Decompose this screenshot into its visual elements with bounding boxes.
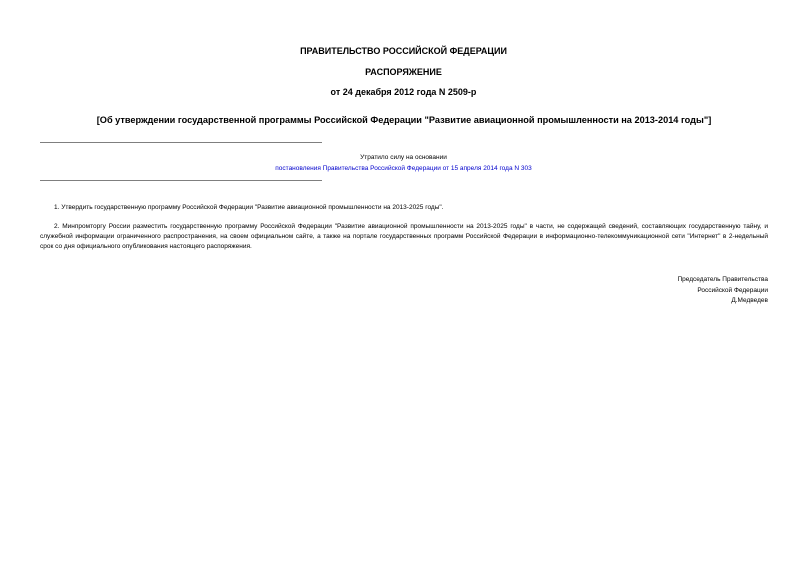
document-date-number: от 24 декабря 2012 года N 2509-р [330,87,477,97]
issuer-heading: ПРАВИТЕЛЬСТВО РОССИЙСКОЙ ФЕДЕРАЦИИ [300,46,507,56]
signatory-name: Д.Медведев [731,297,768,304]
signature-block [677,275,768,307]
body-paragraph-2: 2. Минпромторгу России разместить государственную программу Российской Федерации "Развитие авиационной промышленности на 2013-2025 годы" в части, не содержащей сведений, составляющих государственную тайну, и служебной информации ограниченного распространения, на своем официальном сайте, а также на портале государственных программ Российской Федерации в информационно-телекоммуникационной сети "Интернет" в 2-недельный срок со дня официального опубликования настоящего распоряжения. [40,223,768,250]
signatory-organization: Российской Федерации [697,286,768,294]
signatory-position: Председатель Правительства [677,276,768,283]
body-paragraph-1: 1. Утвердить государственную программу Российской Федерации "Развитие авиационной промышленности на 2013-2025 годы". [54,204,444,211]
document-title: [Об утверждении государственной программы Российской Федерации "Развитие авиационной промышленности на 2013-2014 годы"] [96,115,712,125]
divider-top [40,142,322,143]
repeal-decree-link[interactable]: постановления Правительства Российской Федерации от 15 апреля 2014 года N 303 [275,165,532,172]
divider-bottom [40,180,322,181]
repeal-note: Утратило силу на основании [360,154,447,161]
document-type-heading: РАСПОРЯЖЕНИЕ [365,67,442,77]
